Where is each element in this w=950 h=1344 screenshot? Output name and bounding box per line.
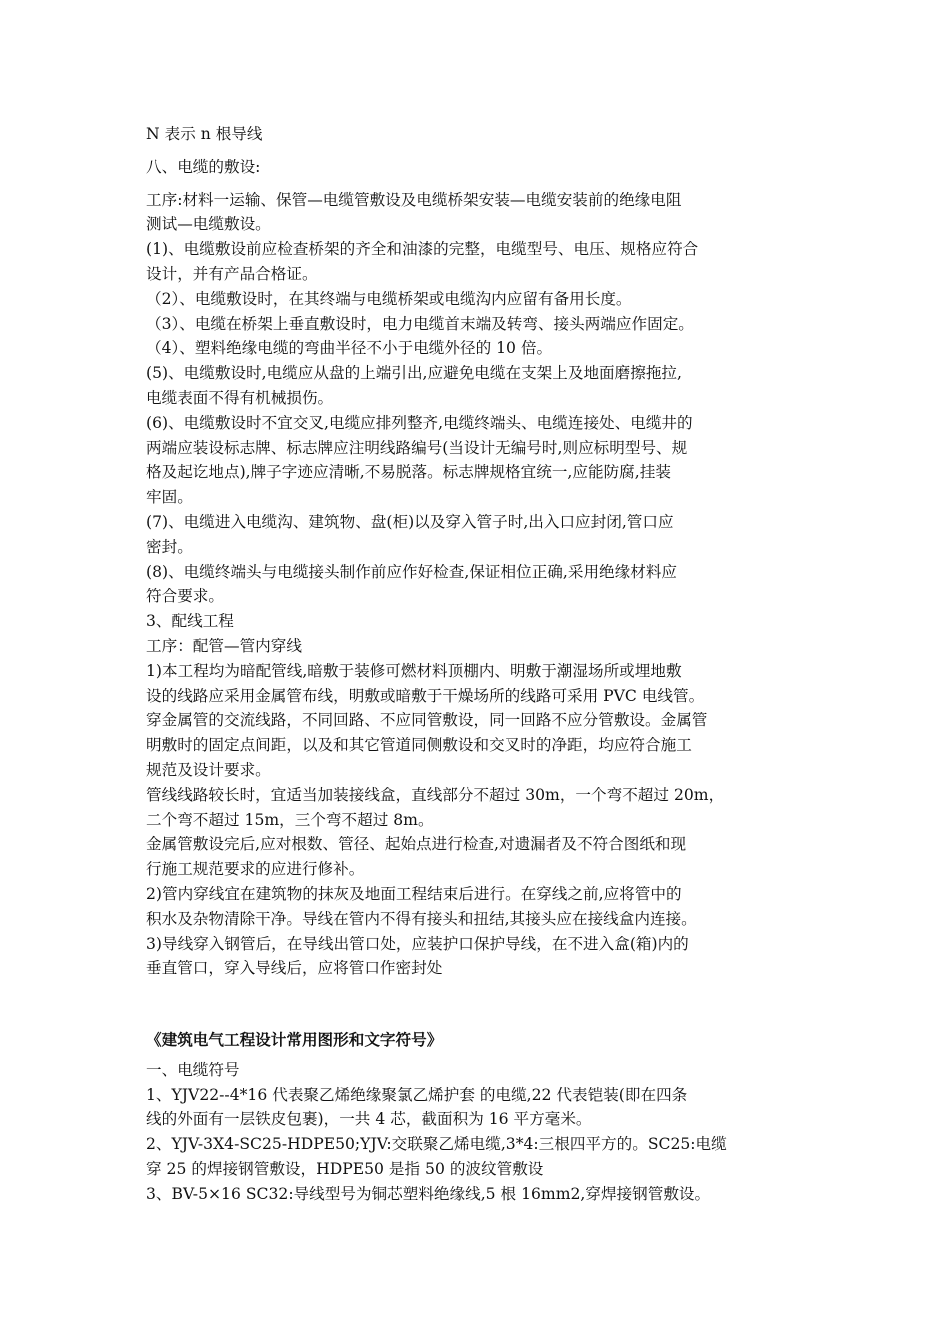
text-line: (1)、电缆敷设前应检查桥架的齐全和油漆的完整，电缆型号、电压、规格应符合 [146,240,699,259]
text-line: 二个弯不超过 15m，三个弯不超过 8m。 [146,810,434,829]
text-line: 穿金属管的交流线路，不同回路、不应同管敷设，同一回路不应分管敷设。金属管 [146,711,708,730]
text-line: 金属管敷设完后,应对根数、管径、起始点进行检查,对遗漏者及不符合图纸和现 [146,835,687,854]
text-line: 设计，并有产品合格证。 [146,264,318,283]
text-line: 规范及设计要求。 [146,760,271,779]
text-line: 工序：配管—管内穿线 [146,636,302,655]
text-line: 明敷时的固定点间距，以及和其它管道同侧敷设和交叉时的净距，均应符合施工 [146,736,692,755]
text-line: 密封。 [146,537,193,556]
text-line: 行施工规范要求的应进行修补。 [146,860,365,879]
text-line: 设的线路应采用金属管布线，明敷或暗敷于干燥场所的线路可采用 PVC 电线管。 [146,686,705,705]
section-heading: 一、电缆符号 [146,1060,240,1079]
text-line: （3）、电缆在桥架上垂直敷设时，电力电缆首末端及转弯、接头两端应作固定。 [146,314,694,333]
text-line: 3、BV-5×16 SC32:导线型号为铜芯塑料绝缘线,5 根 16mm2,穿焊接钢管敷设。 [146,1184,711,1203]
section-heading: 八、电缆的敷设: [146,157,261,176]
document-section-title: 《建筑电气工程设计常用图形和文字符号》 [146,1030,443,1050]
text-line: (6)、电缆敷设时不宜交叉,电缆应排列整齐,电缆终端头、电缆连接处、电缆井的 [146,413,693,432]
text-line: 1、YJV22--4*16 代表聚乙烯绝缘聚氯乙烯护套 的电缆,22 代表铠装(即在四条 [146,1085,688,1104]
text-line: 两端应装设标志牌、标志牌应注明线路编号(当设计无编号时,则应标明型号、规 [146,438,688,457]
text-line: 2、YJV-3X4-SC25-HDPE50;YJV:交联聚乙烯电缆,3*4:三根四平方的。SC25:电缆 [146,1135,727,1154]
text-line: 格及起讫地点),牌子字迹应清晰,不易脱落。标志牌规格宜统一,应能防腐,挂装 [146,463,671,482]
text-line: 电缆表面不得有机械损伤。 [146,388,334,407]
text-line: N 表示 n 根导线 [146,125,263,143]
text-line: (7)、电缆进入电缆沟、建筑物、盘(柜)以及穿入管子时,出入口应封闭,管口应 [146,512,674,531]
text-line: （4）、塑料绝缘电缆的弯曲半径不小于电缆外径的 10 倍。 [146,339,553,358]
text-line: (5)、电缆敷设时,电缆应从盘的上端引出,应避免电缆在支架上及地面磨擦拖拉, [146,364,682,383]
text-line: 工序:材料一运输、保管—电缆管敷设及电缆桥架安装—电缆安装前的绝缘电阻 [146,190,682,209]
text-line: 垂直管口，穿入导线后，应将管口作密封处 [146,959,443,978]
text-line: 穿 25 的焊接钢管敷设，HDPE50 是指 50 的波纹管敷设 [146,1160,544,1179]
text-line: 测试—电缆敷设。 [146,215,271,234]
text-line: 1)本工程均为暗配管线,暗敷于装修可燃材料顶棚内、明敷于潮湿场所或埋地敷 [146,661,682,680]
text-line: 积水及杂物清除干净。导线在管内不得有接头和扭结,其接头应在接线盒内连接。 [146,909,697,928]
text-line: 3)导线穿入钢管后，在导线出管口处，应装护口保护导线，在不进入盒(箱)内的 [146,934,689,953]
text-line: 管线线路较长时，宜适当加装接线盒，直线部分不超过 30m，一个弯不超过 20m， [146,785,725,804]
document-page [146,122,826,1207]
text-line: 符合要求。 [146,587,224,606]
text-line: （2）、电缆敷设时，在其终端与电缆桥架或电缆沟内应留有备用长度。 [146,289,632,308]
section-heading: 3、配线工程 [146,612,234,631]
text-line: 2)管内穿线宜在建筑物的抹灰及地面工程结束后进行。在穿线之前,应将管中的 [146,884,682,903]
text-line: 线的外面有一层铁皮包裹)，一共 4 芯，截面积为 16 平方毫米。 [146,1110,592,1129]
text-line: 牢固。 [146,488,193,507]
text-line: (8)、电缆终端头与电缆接头制作前应作好检查,保证相位正确,采用绝缘材料应 [146,562,678,581]
